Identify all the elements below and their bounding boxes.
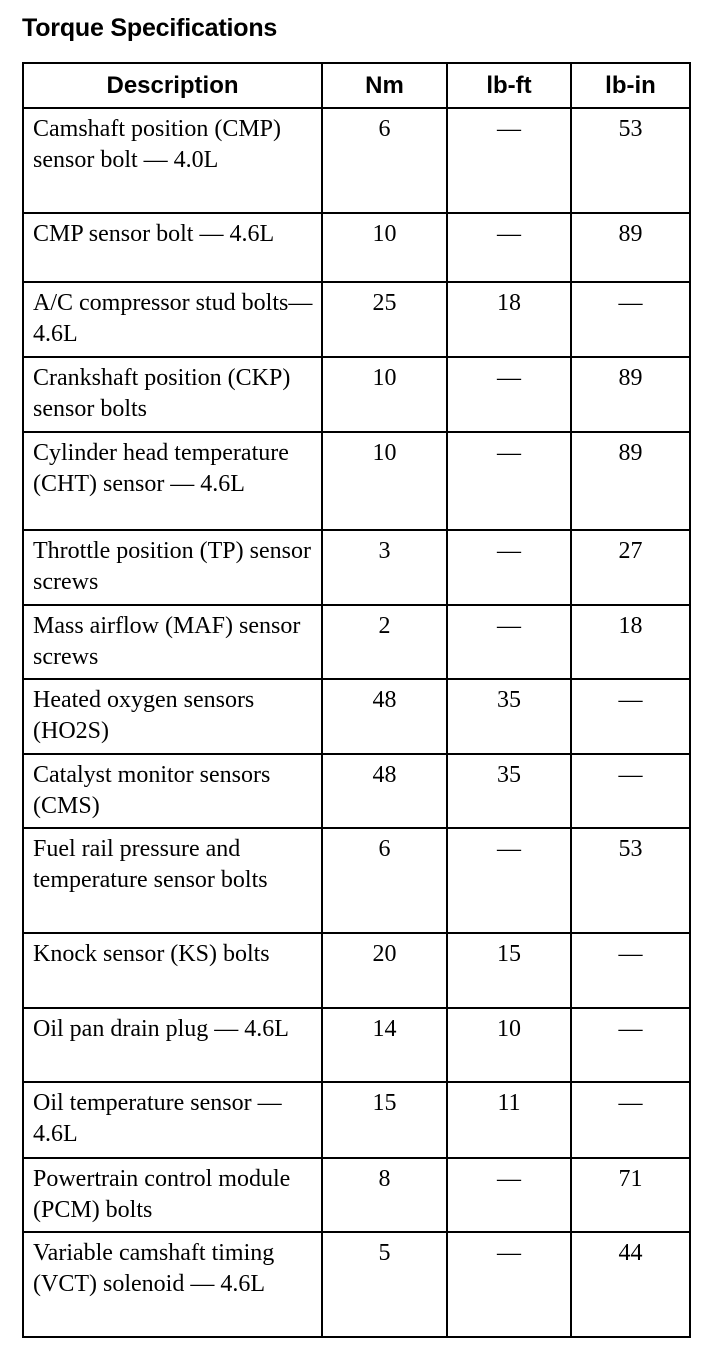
description-cell: Heated oxygen sensors (HO2S)	[23, 679, 322, 754]
nm-cell: 48	[322, 754, 447, 828]
lb-ft-cell: 10	[447, 1008, 571, 1082]
lb-in-cell: 89	[571, 357, 690, 432]
table-row	[23, 108, 690, 213]
table-row	[23, 1232, 690, 1337]
table-body	[23, 108, 690, 1337]
description-cell: Fuel rail pressure and temperature sensor bolts	[23, 828, 322, 933]
lb-in-cell: —	[571, 679, 690, 754]
lb-ft-cell: —	[447, 357, 571, 432]
torque-specifications-table	[22, 62, 691, 1338]
description-cell: CMP sensor bolt — 4.6L	[23, 213, 322, 282]
description-cell: Oil pan drain plug — 4.6L	[23, 1008, 322, 1082]
header-lb-ft: lb-ft	[447, 63, 571, 108]
table-row	[23, 530, 690, 605]
description-cell: Camshaft position (CMP) sensor bolt — 4.0L	[23, 108, 322, 213]
nm-cell: 6	[322, 828, 447, 933]
lb-ft-cell: —	[447, 1158, 571, 1232]
lb-in-cell: —	[571, 1082, 690, 1158]
nm-cell: 20	[322, 933, 447, 1008]
lb-ft-cell: —	[447, 432, 571, 530]
table-row	[23, 1008, 690, 1082]
description-cell: Throttle position (TP) sensor screws	[23, 530, 322, 605]
header-lb-in: lb-in	[571, 63, 690, 108]
table-row	[23, 1158, 690, 1232]
lb-ft-cell: —	[447, 530, 571, 605]
lb-ft-cell: 18	[447, 282, 571, 357]
lb-in-cell: 89	[571, 432, 690, 530]
lb-in-cell: 53	[571, 828, 690, 933]
nm-cell: 5	[322, 1232, 447, 1337]
description-cell: Mass airflow (MAF) sensor screws	[23, 605, 322, 679]
table-row	[23, 933, 690, 1008]
nm-cell: 14	[322, 1008, 447, 1082]
table-row	[23, 754, 690, 828]
lb-ft-cell: 11	[447, 1082, 571, 1158]
lb-ft-cell: 15	[447, 933, 571, 1008]
lb-in-cell: 18	[571, 605, 690, 679]
nm-cell: 10	[322, 213, 447, 282]
description-cell: Catalyst monitor sensors (CMS)	[23, 754, 322, 828]
header-nm: Nm	[322, 63, 447, 108]
nm-cell: 10	[322, 432, 447, 530]
lb-in-cell: —	[571, 933, 690, 1008]
lb-ft-cell: —	[447, 605, 571, 679]
lb-in-cell: 44	[571, 1232, 690, 1337]
lb-ft-cell: —	[447, 213, 571, 282]
lb-in-cell: —	[571, 1008, 690, 1082]
nm-cell: 15	[322, 1082, 447, 1158]
nm-cell: 25	[322, 282, 447, 357]
description-cell: Crankshaft position (CKP) sensor bolts	[23, 357, 322, 432]
lb-ft-cell: —	[447, 108, 571, 213]
table-row	[23, 679, 690, 754]
lb-ft-cell: 35	[447, 754, 571, 828]
description-cell: Knock sensor (KS) bolts	[23, 933, 322, 1008]
nm-cell: 10	[322, 357, 447, 432]
lb-ft-cell: 35	[447, 679, 571, 754]
table-row	[23, 828, 690, 933]
description-cell: Oil temperature sensor — 4.6L	[23, 1082, 322, 1158]
nm-cell: 8	[322, 1158, 447, 1232]
header-description: Description	[23, 63, 322, 108]
table-row	[23, 282, 690, 357]
lb-ft-cell: —	[447, 1232, 571, 1337]
table-row	[23, 357, 690, 432]
description-cell: Cylinder head temperature (CHT) sensor — 4.6L	[23, 432, 322, 530]
lb-ft-cell: —	[447, 828, 571, 933]
description-cell: Powertrain control module (PCM) bolts	[23, 1158, 322, 1232]
nm-cell: 6	[322, 108, 447, 213]
description-cell: Variable camshaft timing (VCT) solenoid — 4.6L	[23, 1232, 322, 1337]
table-row	[23, 213, 690, 282]
lb-in-cell: —	[571, 282, 690, 357]
nm-cell: 48	[322, 679, 447, 754]
lb-in-cell: 89	[571, 213, 690, 282]
lb-in-cell: 53	[571, 108, 690, 213]
lb-in-cell: 27	[571, 530, 690, 605]
lb-in-cell: 71	[571, 1158, 690, 1232]
nm-cell: 3	[322, 530, 447, 605]
table-row	[23, 605, 690, 679]
table-row	[23, 432, 690, 530]
table-row	[23, 1082, 690, 1158]
page-title: Torque Specifications	[22, 14, 278, 42]
nm-cell: 2	[322, 605, 447, 679]
lb-in-cell: —	[571, 754, 690, 828]
description-cell: A/C compressor stud bolts— 4.6L	[23, 282, 322, 357]
table-header-row	[23, 63, 690, 108]
